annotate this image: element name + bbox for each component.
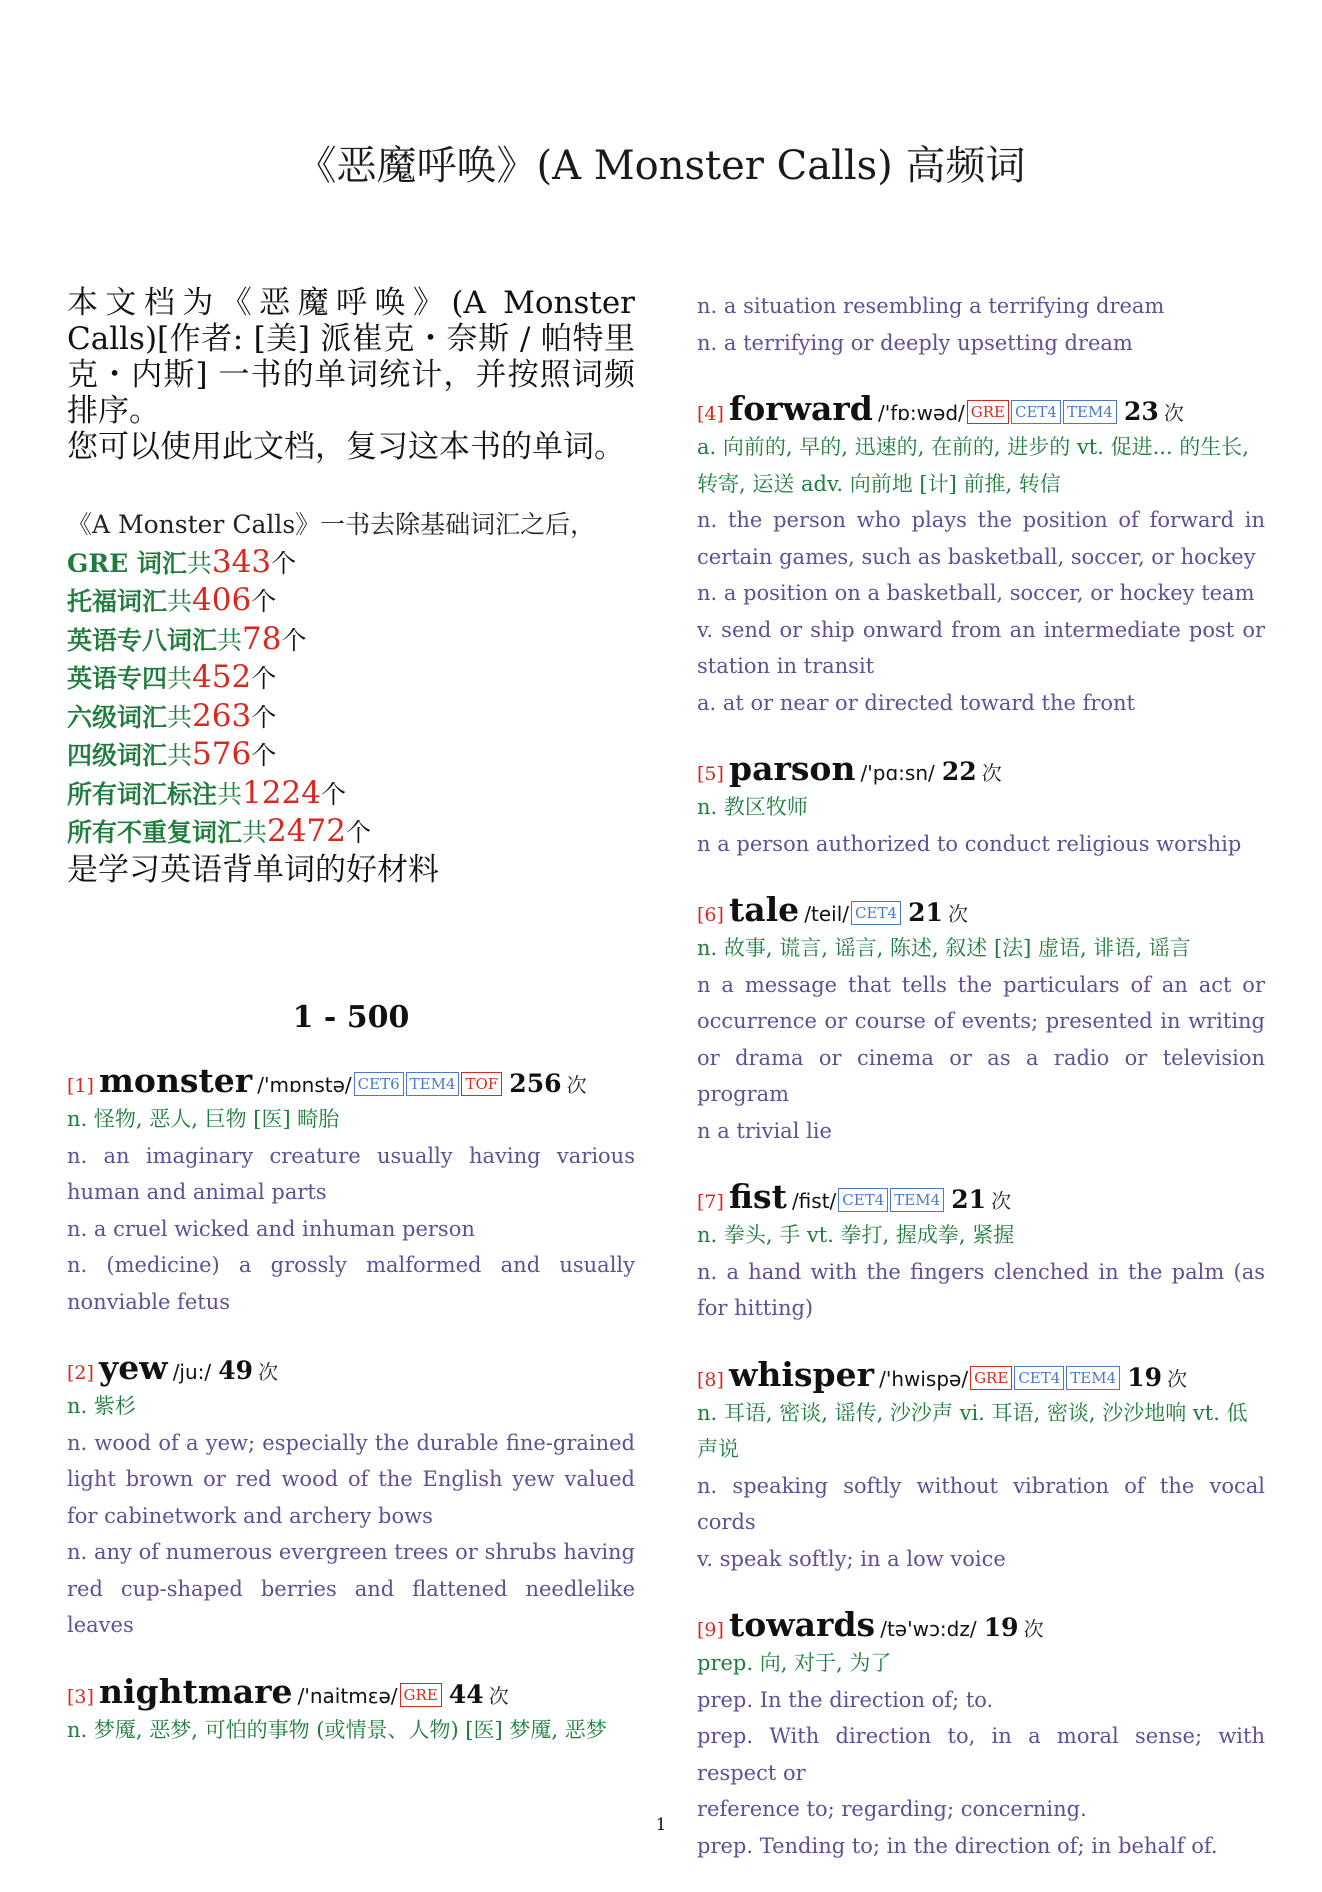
definition-en: v. speak softly; in a low voice xyxy=(697,1546,1006,1571)
stat-gong: 共 xyxy=(167,664,193,693)
word-entry xyxy=(697,389,1265,721)
definition-cn: n. 教区牧师 xyxy=(697,795,808,819)
stat-line xyxy=(67,621,635,660)
stat-unit: 个 xyxy=(251,587,277,616)
count-suffix: 次 xyxy=(981,761,1002,785)
exam-tag-badge: GRE xyxy=(400,1683,442,1707)
stat-count: 406 xyxy=(192,582,252,618)
entry-count: 256 xyxy=(509,1069,562,1098)
stat-unit: 个 xyxy=(251,702,277,732)
entry-phonetic: /'naitmεə/ xyxy=(297,1683,398,1708)
word-entry xyxy=(697,890,1265,1149)
entry-head xyxy=(697,1355,1265,1395)
entry-head xyxy=(67,1061,635,1101)
entry-index: [3] xyxy=(67,1685,94,1708)
stat-label: 四级词汇 xyxy=(67,741,168,770)
entry-word: monster xyxy=(99,1061,253,1100)
definition-cn: n. 梦魇, 恶梦, 可怕的事物 (或情景、人物) [医] 梦魇, 恶梦 xyxy=(67,1717,607,1742)
left-column xyxy=(67,285,635,1776)
exam-tag-badge: CET6 xyxy=(354,1072,404,1096)
definition-en: prep. Tending to; in the direction of; in behalf of. xyxy=(697,1833,1218,1858)
definition-cn: n. 故事, 谎言, 谣言, 陈述, 叙述 [法] 虚语, 诽语, 谣言 xyxy=(697,936,1191,960)
exam-tag-badge: CET4 xyxy=(1011,400,1061,424)
stats-closing: 是学习英语背单词的好材料 xyxy=(67,851,439,888)
stat-line xyxy=(67,582,635,621)
entry-count: 21 xyxy=(908,898,943,927)
left-entry-list xyxy=(67,1061,635,1748)
definition-en: n. speaking softly without vibration of the vocal cords xyxy=(697,1473,1265,1534)
stat-label: 所有词汇标注 xyxy=(67,779,218,809)
definition-cn: n. 紫杉 xyxy=(67,1394,136,1418)
definition-en: prep. In the direction of; to. xyxy=(697,1687,994,1712)
exam-tag-badge: CET4 xyxy=(1014,1366,1064,1390)
stat-line xyxy=(67,544,635,583)
stat-label: 六级词汇 xyxy=(67,702,168,732)
intro-paragraph: 本文档为《恶魔呼唤》(A Monster Calls)[作者: [美] 派崔克・奈斯 / 帕特里克・内斯] 一书的单词统计，并按照词频排序。 xyxy=(67,285,635,429)
stat-label: 英语专八词汇 xyxy=(67,625,218,655)
stat-line xyxy=(67,775,635,814)
count-suffix: 次 xyxy=(566,1073,587,1097)
definition-en: n. a hand with the fingers clenched in the palm (as for hitting) xyxy=(697,1259,1265,1320)
count-suffix: 次 xyxy=(1167,1366,1188,1391)
entry-index: [9] xyxy=(697,1619,724,1641)
entry-word: fist xyxy=(729,1177,787,1216)
definition-en: n. the person who plays the position of forward in certain games, such as basketball, soccer, or hockey xyxy=(697,508,1265,569)
intro-paragraph-2: 您可以使用此文档，复习这本书的单词。 xyxy=(67,429,625,465)
entry-word: towards xyxy=(729,1605,876,1644)
entry-index: [1] xyxy=(67,1075,94,1097)
exam-tag-badge: TOF xyxy=(461,1072,502,1096)
definition-en: prep. With direction to, in a moral sense; with respect or xyxy=(697,1724,1265,1785)
entry-word: yew xyxy=(99,1348,168,1387)
right-entry-list xyxy=(697,389,1265,1864)
stat-unit: 个 xyxy=(271,548,297,578)
entry-phonetic: /'hwispə/ xyxy=(879,1366,969,1391)
entry-head xyxy=(697,1177,1265,1217)
stat-gong: 共 xyxy=(217,779,243,809)
entry-count: 19 xyxy=(1127,1362,1163,1392)
exam-tag-badge: TEM4 xyxy=(1063,400,1117,424)
count-suffix: 次 xyxy=(488,1683,509,1708)
count-suffix: 次 xyxy=(948,902,968,926)
count-suffix: 次 xyxy=(258,1360,279,1384)
exam-tag-badge: TEM4 xyxy=(890,1188,944,1212)
word-entry xyxy=(697,749,1265,862)
definition-en: n. a terrifying or deeply upsetting dream xyxy=(697,330,1133,355)
entry-count: 44 xyxy=(448,1679,484,1709)
word-entry xyxy=(67,1672,635,1749)
stat-gong: 共 xyxy=(217,625,243,655)
definition-en: n a message that tells the particulars of an act or occurrence or course of events; presented in writing or drama or cinema or as a radio or television program xyxy=(697,972,1265,1106)
definition-en: n. a position on a basketball, soccer, or hockey team xyxy=(697,581,1255,605)
exam-tag-badge: GRE xyxy=(967,400,1009,424)
exam-tag-badge: TEM4 xyxy=(406,1072,460,1096)
entry-phonetic: /teil/ xyxy=(804,902,850,926)
stat-unit: 个 xyxy=(251,741,277,770)
entry-phonetic: /ju:/ xyxy=(172,1360,212,1384)
definition-en: v. send or ship onward from an intermediate post or station in transit xyxy=(697,617,1265,678)
entry-index: [4] xyxy=(697,403,724,425)
entry-word: parson xyxy=(729,749,856,788)
exam-tag-badge: TEM4 xyxy=(1066,1366,1120,1390)
stats-block xyxy=(67,507,635,888)
entry-head xyxy=(697,890,1265,930)
entry-count: 49 xyxy=(218,1356,254,1385)
count-suffix: 次 xyxy=(1023,1617,1044,1641)
stat-line xyxy=(67,659,635,698)
definition-cn: prep. 向, 对于, 为了 xyxy=(697,1651,892,1675)
entry-word: tale xyxy=(729,890,800,929)
entry-head xyxy=(67,1672,635,1712)
stat-label: 所有不重复词汇 xyxy=(67,818,243,847)
entry-word: whisper xyxy=(729,1354,874,1394)
definition-cn: n. 拳头, 手 vt. 拳打, 握成拳, 紧握 xyxy=(697,1223,1015,1247)
stat-line xyxy=(67,736,635,775)
entry-head xyxy=(67,1348,635,1388)
entry-index: [5] xyxy=(697,763,724,785)
word-entry xyxy=(697,1177,1265,1327)
entry-index: [6] xyxy=(697,904,724,926)
stat-count: 452 xyxy=(192,659,252,695)
entry-count: 22 xyxy=(941,757,977,786)
definition-en: n. a cruel wicked and inhuman person xyxy=(67,1216,475,1241)
entry-phonetic: /tə'wɔ:dz/ xyxy=(880,1617,977,1641)
definition-en: n a trivial lie xyxy=(697,1118,832,1143)
word-entry xyxy=(697,1355,1265,1578)
definition-en: n. (medicine) a grossly malformed and usually nonviable fetus xyxy=(67,1253,635,1314)
definition-en: n. any of numerous evergreen trees or shrubs having red cup-shaped berries and flattened needlelike leaves xyxy=(67,1540,635,1637)
stat-count: 576 xyxy=(192,736,252,772)
stat-gong: 共 xyxy=(167,587,193,616)
word-entry xyxy=(67,1061,635,1320)
word-entry xyxy=(67,1348,635,1644)
entry-word: nightmare xyxy=(99,1671,293,1711)
definition-en: reference to; regarding; concerning. xyxy=(697,1797,1087,1821)
definition-en: n a person authorized to conduct religious worship xyxy=(697,831,1242,856)
definition-cn: n. 怪物, 恶人, 巨物 [医] 畸胎 xyxy=(67,1107,340,1131)
stat-count: 1224 xyxy=(242,774,321,811)
definition-en: n. an imaginary creature usually having various human and animal parts xyxy=(67,1143,635,1204)
right-column xyxy=(697,288,1265,1892)
entry-continuation xyxy=(697,288,1265,361)
page-number: 1 xyxy=(655,1815,667,1835)
count-suffix: 次 xyxy=(991,1189,1012,1213)
exam-tag-badge: GRE xyxy=(970,1366,1012,1390)
stat-count: 78 xyxy=(242,620,282,657)
stat-unit: 个 xyxy=(320,779,346,809)
definition-en: n. a situation resembling a terrifying dream xyxy=(697,294,1165,318)
stat-unit: 个 xyxy=(251,664,277,693)
stat-gong: 共 xyxy=(167,741,193,770)
entry-index: [8] xyxy=(697,1368,724,1391)
entry-phonetic: /fist/ xyxy=(791,1189,837,1213)
entry-count: 23 xyxy=(1123,397,1159,426)
definition-cn: a. 向前的, 早的, 迅速的, 在前的, 进步的 vt. 促进... 的生长, 转寄, 运送 adv. 向前地 [计] 前推, 转信 xyxy=(697,435,1249,496)
stat-gong: 共 xyxy=(167,702,193,732)
stat-label: GRE 词汇 xyxy=(67,548,187,578)
entry-phonetic: /'mɒnstə/ xyxy=(257,1073,352,1097)
stat-label: 托福词汇 xyxy=(67,587,168,616)
definition-en: a. at or near or directed toward the front xyxy=(697,690,1135,715)
count-suffix: 次 xyxy=(1163,401,1184,425)
stat-gong: 共 xyxy=(242,818,268,847)
entry-word: forward xyxy=(729,389,873,428)
stat-unit: 个 xyxy=(281,625,307,655)
stat-count: 2472 xyxy=(267,813,346,849)
stat-label: 英语专四 xyxy=(67,664,168,693)
stat-count: 343 xyxy=(211,543,272,580)
definition-en: n. wood of a yew; especially the durable fine-grained light brown or red wood of the English yew valued for cabinetwork and archery bows xyxy=(67,1430,635,1528)
entry-head xyxy=(697,749,1265,789)
entry-count: 21 xyxy=(951,1185,987,1214)
stat-count: 263 xyxy=(192,697,252,734)
entry-phonetic: /'pɑ:sn/ xyxy=(860,761,935,785)
stats-lead: 《A Monster Calls》一书去除基础词汇之后， xyxy=(67,510,596,539)
entry-head xyxy=(697,389,1265,429)
entry-head xyxy=(697,1605,1265,1645)
stats-list xyxy=(67,544,635,852)
exam-tag-badge: CET4 xyxy=(851,901,901,925)
entry-count: 19 xyxy=(983,1613,1019,1642)
entry-index: [7] xyxy=(697,1191,724,1213)
entry-index: [2] xyxy=(67,1362,94,1384)
page-title: 《恶魔呼唤》(A Monster Calls) 高频词 xyxy=(296,143,1026,189)
stat-line xyxy=(67,813,635,852)
stat-line xyxy=(67,698,635,737)
stat-unit: 个 xyxy=(345,818,371,847)
entry-phonetic: /'fɒ:wəd/ xyxy=(877,401,965,425)
exam-tag-badge: CET4 xyxy=(838,1188,888,1212)
definition-cn: n. 耳语, 密谈, 谣传, 沙沙声 vi. 耳语, 密谈, 沙沙地响 vt. 低声说 xyxy=(697,1400,1248,1461)
stat-gong: 共 xyxy=(186,548,212,578)
range-heading: 1 - 500 xyxy=(292,1000,410,1035)
